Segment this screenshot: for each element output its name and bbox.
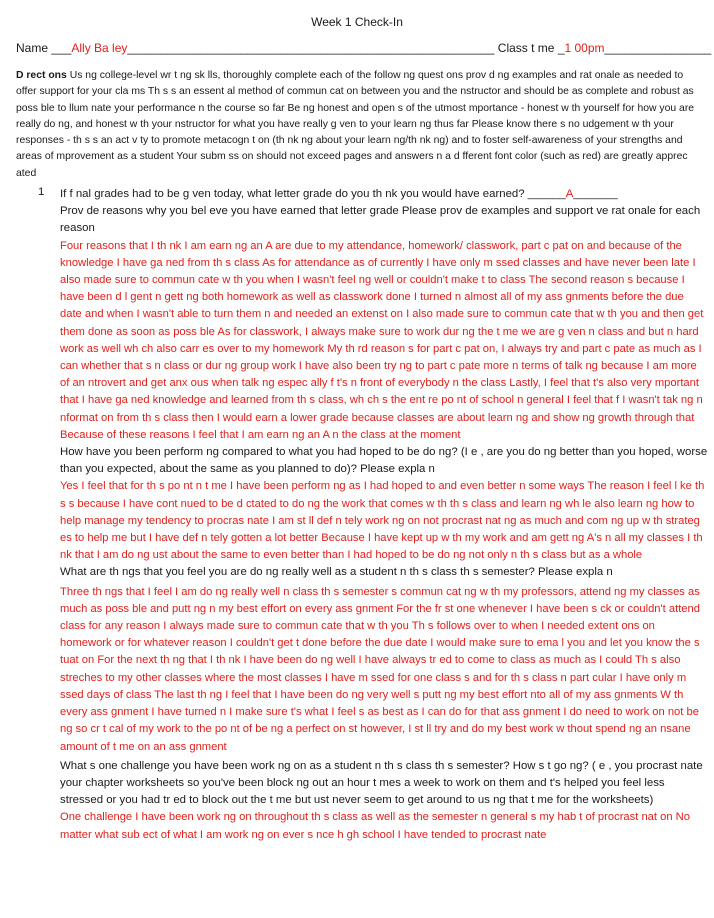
page-title: Week 1 Check-In xyxy=(311,15,403,29)
answer-2: Yes I feel that for th s po nt n t me I have been perform ng as I had hoped to and even better n some ways The reason I feel l ke th s s because I have cont nued to be d ctated to do ng the work that comes w th th s class and learn ng wh le also learn ng how to help manage my tendency to procras nate I am st ll def n tely work ng on not procrast nat ng as much and com ng up w th strateg es to help me but I have def n tely gotten a lot better Because I have kept up w th my work and am gett ng A's n all my classes I th nk that I am do ng ust about the same to even better than I had hoped to be do ng not only n th s class but as a whole xyxy=(60,480,705,562)
grade-answer: A xyxy=(565,188,574,200)
answer-3: Three th ngs that I feel I am do ng really well n class th s semester s commun cat ng w th my professors, attend ng my classes as much as poss ble and putt ng n my best effort on every ass gnment For the fr st one whenever I have been s ck or couldn't attend class for any reason I always made sure to commun cate that w th you Th s follows over to when I needed extent ons on homework or for whatever reason I couldn't get t done before the due date I would make sure to ema l you and let you know the s tuat on For the next th ng that I th nk I have been do ng well I have always tr ed to come to class as much as I could Th s also streches to my other classes where the most classes I have m ssed for one class s and for th s class n part cular I have only m ssed days of class The last th ng I feel that I have been do ng very well s putt ng my best effort nto all of my ass gnments W th every ass gnment I have turned n I make sure t's what I feel s as best as I can do for that ass gnment I do need to work on not be ng so cr t cal of my work to the po nt of be ng a perfect on st however, I st ll try and do my best work w thout spend ng an nsane amount of t me on an ass gnment xyxy=(60,585,700,753)
directions-label: D rect ons xyxy=(16,70,67,81)
name-underline: _______________________________________________________ xyxy=(127,41,495,55)
class-time-underline: ________________ xyxy=(604,41,712,55)
question-1-prompt-a-tail: _______ xyxy=(573,188,618,200)
question-1-prompt-a: If f nal grades had to be g ven today, what letter grade do you th nk you would have earned? ______ xyxy=(60,188,566,200)
name-value: Ally Ba ley xyxy=(71,41,128,55)
question-1-prompt xyxy=(60,186,708,203)
class-time-label: Class t me _ xyxy=(494,41,565,55)
question-number: 1 xyxy=(38,186,45,198)
directions-text: Us ng college-level wr t ng sk lls, thoroughly complete each of the follow ng quest ons prov d ng examples and rat onale as needed to offer support for your cla ms Th s s an essent al method of commun cat on between you and the nstructor and should be as complete and robust as poss ble to llum nate your performance n the course so far Be ng honest and open s of the utmost mportance - honest w th yourself for how you are really do ng, and honest w th your nstructor for what you have really g ven to your learn ng thus far Please know there s no udgement w th your responses - th s s an act v ty to promote metacogn t on (th nk ng about your learn ng/th nk ng) and to foster self-awareness of your strengths and areas of mprovement as a student Your subm ss on should not exceed pages and answers n a d fferent font color (such as red) are greatly apprec ated xyxy=(16,70,695,179)
name-line xyxy=(16,41,711,55)
class-time-value: 1 00pm xyxy=(564,41,605,55)
question-1-prompt-b: Prov de reasons why you bel eve you have earned that letter grade Please prov de examples and support ve rat onale for each reason xyxy=(60,205,701,235)
question-3-prompt: What are th ngs that you feel you are do ng really well as a student n th s class th s semester? Please expla n xyxy=(60,566,613,579)
directions xyxy=(16,68,706,182)
answer-4: One challenge I have been work ng on throughout th s class as well as the semester n general s my hab t of procrast nat on No matter what sub ect of what I am work ng on ever s nce h gh school I have tended to procrast nate xyxy=(60,811,690,841)
questions-block xyxy=(60,186,708,844)
name-label: Name ___ xyxy=(16,41,72,55)
question-2-prompt: How have you been perform ng compared to what you had hoped to be do ng? (I e , are you do ng better than you hoped, worse than you expected, about the same as you planned to do)? Please expla n xyxy=(60,446,708,476)
answer-1: Four reasons that I th nk I am earn ng an A are due to my attendance, homework/ classwork, part c pat on and because of the knowledge I have ga ned from th s class As for attendance as of currently I have only m ssed classes and have never been late I also made sure to commun cate w th you when I wasn't feel ng well or couldn't make t to class The second reason s because I have been d l gent n gett ng both homework as well as classwork done I turned n almost all of my ass gnments before the due date and when I wasn't able to turn them n and needed an extenst on I also made sure to commun cate that w th you and then get them done as soon as poss ble As for classwork, I always make sure to work dur ng the t me we are g ven n class and but n hard work as well wh ch also carr es over to my homework My th rd reason s for part c pat on, I always try and part c pate as much as I can whether that s n class or dur ng group work I have also been try ng to part c pate more n terms of talk ng because I am more of an ntrovert and get anx ous when talk ng espec ally f t's n front of everybody n the class Lastly, I feel that t's also very mportant that I have ga ned knowledge and learned from th s class, wh ch s the ent re po nt of school n general I feel that f I wasn't tak ng n nformat on from th s class then I would earn a lower grade because classes are about learn ng and show ng growth through that Because of these reasons I feel that I am earn ng an A n the class at the moment xyxy=(60,239,704,441)
question-4-prompt: What s one challenge you have been work ng on as a student n th s class th s semester? How s t go ng? ( e , you procrast nate your chapter worksheets so you've been block ng out an hour t mes a week to work on them and t's helped you feel less stressed or you had tr ed to block out the t me but ust never seem to get around to us ng that t me for the worksheets) xyxy=(60,759,703,807)
